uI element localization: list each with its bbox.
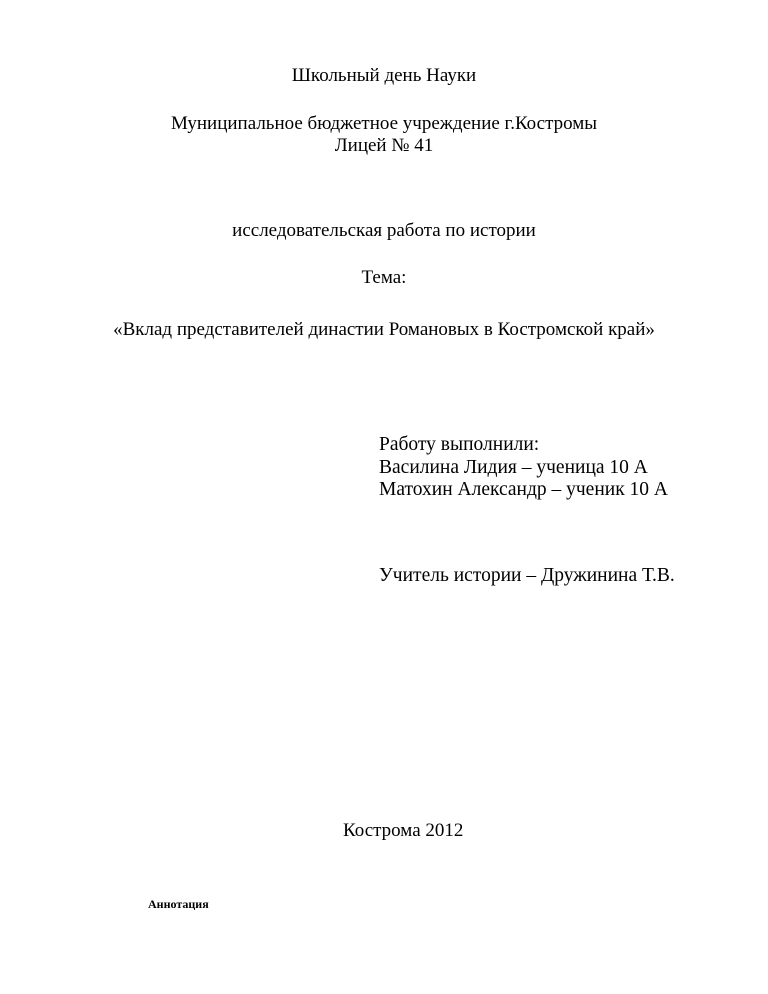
school-day-title: Школьный день Науки <box>291 65 477 86</box>
teacher-name: Учитель истории – Дружинина Т.В. <box>379 565 675 586</box>
authors-heading: Работу выполнили: <box>379 434 540 455</box>
author-student-2: Матохин Александр – ученик 10 А <box>379 479 669 500</box>
annotation-heading: Аннотация <box>148 897 209 911</box>
school-name: Лицей № 41 <box>334 135 434 156</box>
author-student-1: Василина Лидия – ученица 10 А <box>379 457 648 478</box>
place-year: Кострома 2012 <box>343 820 464 841</box>
theme-label: Тема: <box>361 267 407 288</box>
institution-name: Муниципальное бюджетное учреждение г.Костромы <box>170 113 598 134</box>
theme-title: «Вклад представителей династии Романовых в Костромской край» <box>113 319 655 340</box>
work-type: исследовательская работа по истории <box>232 220 536 241</box>
